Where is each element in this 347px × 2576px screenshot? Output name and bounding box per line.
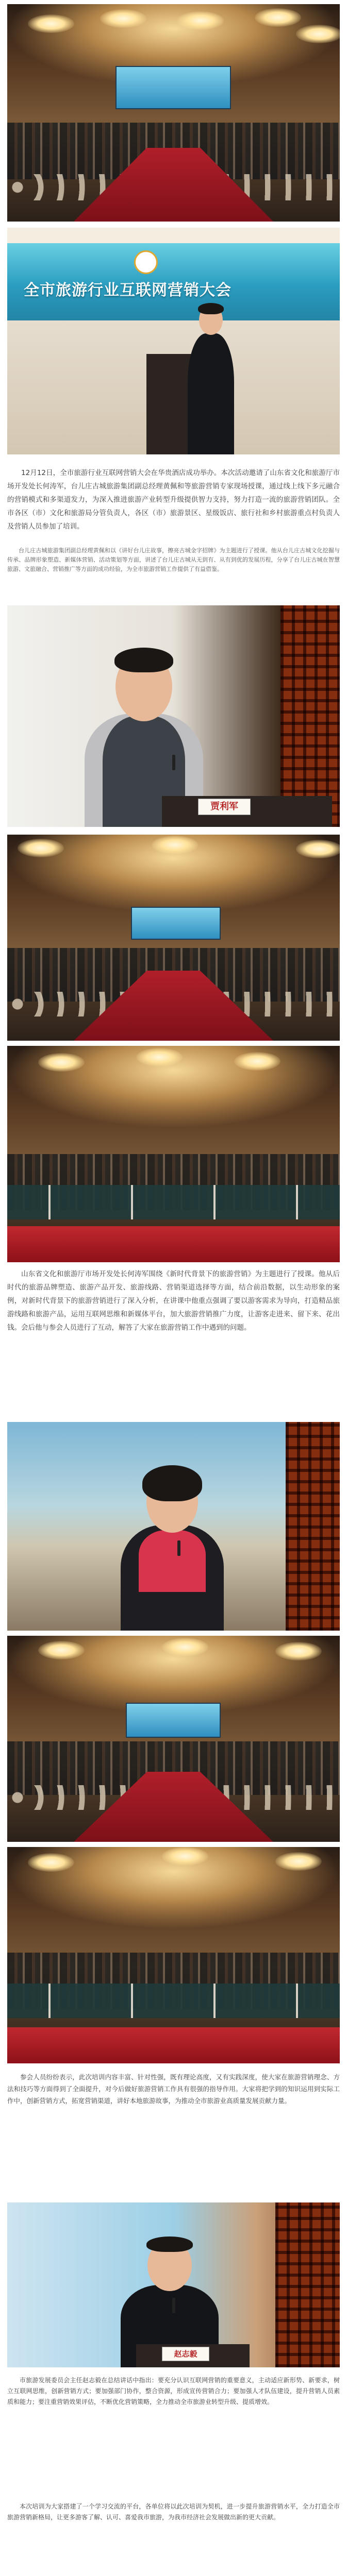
speaker-1-nameplate: 贾利军 xyxy=(198,799,251,815)
photo-speaker-1 xyxy=(7,605,340,827)
paragraph-closing-speech: 市旅游发展委员会主任赵志毅在总结讲话中指出：要充分认识互联网营销的重要意义，主动适应新形势、新要求，树立互联网思维，创新营销方式；要加强部门协作，整合资源，形成宣传营销合力；要加强人才队伍建设，提升营销人员素质和能力；要注重营销效果评估，不断优化营销策略，全力推动全市旅游业转型升级、提质增效。 xyxy=(7,2377,340,2405)
paragraph-intro: 12月12日，全市旅游行业互联网营销大会在华贵酒店成功举办。本次活动邀请了山东省文化和旅游厅市场开发处长何涛军，台儿庄古城旅游集团副总经理黄佩和等旅游营销专家现场授课，通过线上线下多元融合的营销模式和多渠道发力，为深入推进旅游产业转型升级提供智力支持，努力打造一流的旅游营销团队。全市各区（市）文化和旅游局分管负责人，各区（市）旅游景区、星级饭店、旅行社和乡村旅游重点村负责人及营销人员参加了培训。 xyxy=(7,469,340,531)
paragraph-conclusion: 本次培训为大家搭建了一个学习交流的平台，各单位将以此次培训为契机，进一步提升旅游营销水平，全力打造全市旅游营销新格局，让更多游客了解、认可、喜爱我市旅游，为我市经济社会发展做出新的更大贡献。 xyxy=(7,2503,340,2521)
photo-speaker-3 xyxy=(7,2202,340,2367)
photo-hall-tables xyxy=(7,1046,340,1262)
photo-speaker-2 xyxy=(7,1422,340,1631)
photo-banner-speaker xyxy=(7,228,340,454)
event-logo xyxy=(134,250,158,274)
paragraph-summary: 参会人员纷纷表示，此次培训内容丰富、针对性强，既有理论高度，又有实践深度，使大家在旅游营销理念、方法和技巧等方面得到了全面提升，对今后做好旅游营销工作具有很强的指导作用。大家将把学到的知识运用到实际工作中，创新营销方式，拓宽营销渠道，讲好本地旅游故事，为推动全市旅游业高质量发展贡献力量。 xyxy=(7,2073,340,2105)
photo-hall-tables-2 xyxy=(7,1847,340,2063)
speaker-3-nameplate: 赵志毅 xyxy=(162,2347,209,2361)
paragraph-speaker-2: 台儿庄古城旅游集团副总经理黄佩和以《讲好台儿庄故事，擦亮古城金字招牌》为主题进行了授课。他从台儿庄古城文化挖掘与传承、品牌形象塑造、新媒体营销、活动策划等方面，讲述了台儿庄古城从无到有、从有到优的发展历程，分享了台儿庄古城在智慧旅游、文旅融合、营销推广等方面的成功经验，为全市旅游营销工作提供了有益借鉴。 xyxy=(7,547,340,572)
photo-audience-1 xyxy=(7,835,340,1041)
paragraph-speaker-1: 山东省文化和旅游厅市场开发处长何涛军围绕《新时代背景下的旅游营销》为主题进行了授课。他从后时代的旅游品牌塑造、旅游产品开发、旅游线路、营销渠道选择等方面，结合前沿数据，以生动形象的案例，对新时代背景下的旅游营销进行了深入分析，在讲课中他重点强调了要以游客需求为导向，打造精品旅游线路和旅游产品，运用互联网思维和新媒体平台，加大旅游营销推广力度，让游客走进来、留下来、花出钱。会后他与参会人员进行了互动，解答了大家在旅游营销工作中遇到的问题。 xyxy=(7,1270,340,1332)
photo-audience-2 xyxy=(7,1636,340,1842)
photo-hall-overview xyxy=(7,4,340,222)
banner-title: 全市旅游行业互联网营销大会 xyxy=(24,281,232,299)
